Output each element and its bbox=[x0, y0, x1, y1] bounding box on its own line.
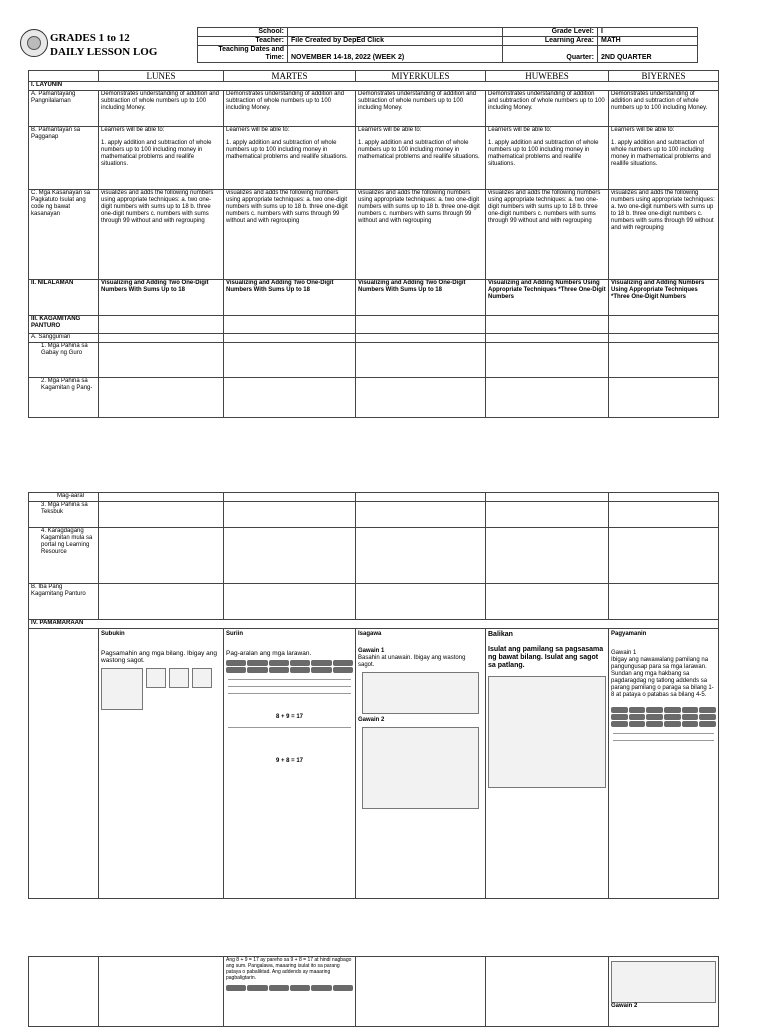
row-label-gabay-ng-guro: 1. Mga Pahina sa Gabay ng Guro bbox=[29, 343, 99, 378]
row-label-pamantayan-sa-pagganap: B. Pamantayan sa Pagganap bbox=[29, 127, 99, 190]
proc-thu-title: Balikan bbox=[488, 631, 513, 638]
cell-proc-thu bbox=[486, 629, 609, 899]
cell-nil-fri: Visualizing and Adding Numbers Using Appropriate Techniques *Three One-Digit Numbers bbox=[609, 280, 719, 316]
cell-cont-fri bbox=[609, 957, 719, 1027]
cell-proc-wed bbox=[356, 629, 486, 899]
corner-cell bbox=[29, 71, 99, 82]
teacher-label: Teacher: bbox=[198, 37, 288, 46]
day-thursday: HUWEBES bbox=[486, 71, 609, 82]
proc-mon-text: Pagsamahin ang mga bilang. Ibigay ang wastong sagot. bbox=[101, 650, 217, 664]
area-label: Learning Area: bbox=[503, 37, 598, 46]
quarter-value: 2ND QUARTER bbox=[598, 46, 698, 63]
cell-c-tue: visualizes and adds the following numbers using appropriate techniques: a. two one-digit numbers with sums up to 18 b. three one-digit numbers c. numbers with sums through 99 without and with regrouping bbox=[224, 190, 356, 280]
deped-seal-icon bbox=[20, 29, 48, 57]
section-pamamaraan: IV. PAMAMARAAN bbox=[29, 620, 719, 629]
gawain-1-table bbox=[362, 672, 479, 714]
row-label-karagdagang-kagamitan: 4. Karagdagang Kagamitan mula sa portal ng Learning Resource bbox=[29, 528, 99, 584]
row-label-mga-kasanayan: C. Mga Kasanayan sa Pagkatuto Isulat ang code ng bawat kasanayan bbox=[29, 190, 99, 280]
proc-fri-gawain-1: Gawain 1 bbox=[611, 650, 637, 656]
day-friday: BIYERNES bbox=[609, 71, 719, 82]
school-label: School: bbox=[198, 28, 288, 37]
teacher-value: File Created by DepEd Click bbox=[288, 37, 503, 46]
proc-fri-text: Ibigay ang nawawalang pamilang na pangungusap para sa mga larawan. Sundan ang mga hakbang sa pagdaragdag ng tatlong addends sa parang pamilang o paraga sa bilang 1-8 at pataya o patabas sa bilang 4-5. bbox=[611, 657, 714, 698]
day-wednesday: MIYERKULES bbox=[356, 71, 486, 82]
day-tuesday: MARTES bbox=[224, 71, 356, 82]
row-label-kagamitan-pang: 2. Mga Pahina sa Kagamitan g Pang- bbox=[29, 378, 99, 418]
title-line-2: DAILY LESSON LOG bbox=[50, 46, 158, 58]
addition-exercises bbox=[101, 668, 221, 710]
cell-b-mon: Learners will be able to: 1. apply addition and subtraction of whole numbers up to 100 including money in mathematical problems and reallife situations. bbox=[99, 127, 224, 190]
cell-nil-thu: Visualizing and Adding Numbers Using Appropriate Techniques *Three One-Digit Numbers bbox=[486, 280, 609, 316]
section-layunin: I. LAYUNIN bbox=[29, 82, 719, 91]
cell-c-fri: visualizes and adds the following numbers using appropriate techniques: a. two one-digit numbers with sums up to 18 b. three one-digit numbers c. numbers with sums through 99 without and with regrouping bbox=[609, 190, 719, 280]
area-value: MATH bbox=[598, 37, 698, 46]
cell-a-wed: Demonstrates understanding of addition and subtraction of whole numbers up to 100 including Money. bbox=[356, 91, 486, 127]
proc-wed-gawain-1: Gawain 1 bbox=[358, 648, 385, 654]
cell-cont-tue bbox=[224, 957, 356, 1027]
cell-c-wed: visualizes and adds the following numbers using appropriate techniques: a. two one-digit numbers with sums up to 18 b. three one-digit numbers c. numbers with sums through 99 without and with regrouping bbox=[356, 190, 486, 280]
section-nilalaman: II. NILALAMAN bbox=[29, 280, 99, 316]
proc-mon-title: Subukin bbox=[101, 631, 125, 637]
proc-tue-equation-1: 8 + 9 = 17 bbox=[275, 714, 304, 720]
grade-value: I bbox=[598, 28, 698, 37]
cell-b-fri: Learners will be able to: 1. apply addition and subtraction of whole numbers up to 100 including money in mathematical problems and reallife situations. bbox=[609, 127, 719, 190]
document-title bbox=[50, 31, 157, 59]
proc-wed-title: Isagawa bbox=[358, 631, 382, 637]
cell-proc-fri bbox=[609, 629, 719, 899]
proc-tue-title: Suriin bbox=[226, 631, 244, 637]
row-label-teksbuk: 3. Mga Pahina sa Teksbuk bbox=[29, 502, 99, 528]
dates-label: Teaching Dates and Time: bbox=[198, 46, 288, 63]
proc-fri-title: Pagyamanin bbox=[611, 631, 647, 637]
proc-thu-text: Isulat ang pamilang sa pagsasama ng bawat bilang. Isulat ang sagot sa patlang. bbox=[488, 646, 604, 669]
cell-proc-mon bbox=[99, 629, 224, 899]
balikan-exercises bbox=[488, 676, 606, 788]
picture-grid bbox=[226, 660, 353, 673]
gawain-2-table bbox=[362, 727, 479, 809]
day-monday: LUNES bbox=[99, 71, 224, 82]
cell-proc-tue bbox=[224, 629, 356, 899]
row-label-mag-aaral: Mag-aaral bbox=[29, 493, 99, 502]
cell-c-thu: visualizes and adds the following numbers using appropriate techniques: a. two one-digit numbers with sums up to 18 b. three one-digit numbers c. numbers with sums through 99 without and with regrouping bbox=[486, 190, 609, 280]
proc-wed-gawain-1-text: Basahin at unawain. Ibigay ang wastong sagot. bbox=[358, 655, 466, 668]
cell-a-thu: Demonstrates understanding of addition and subtraction of whole numbers up to 100 including Money. bbox=[486, 91, 609, 127]
lesson-table-bottom bbox=[28, 492, 719, 899]
cell-nil-mon: Visualizing and Adding Two One-Digit Numbers With Sums Up to 18 bbox=[99, 280, 224, 316]
cell-nil-wed: Visualizing and Adding Two One-Digit Numbers With Sums Up to 18 bbox=[356, 280, 486, 316]
pagyamanin-pictures bbox=[611, 707, 716, 727]
cell-b-thu: Learners will be able to: 1. apply addition and subtraction of whole numbers up to 100 including money in mathematical problems and reallife situations. bbox=[486, 127, 609, 190]
proc-tue-equation-2: 9 + 8 = 17 bbox=[275, 758, 304, 764]
cell-b-tue: Learners will be able to: 1. apply addition and subtraction of whole numbers up to 100 including money in mathematical problems and reallife situations. bbox=[224, 127, 356, 190]
cell-nil-tue: Visualizing and Adding Two One-Digit Numbers With Sums Up to 18 bbox=[224, 280, 356, 316]
school-value bbox=[288, 28, 503, 37]
proc-tue-continued: Ang 8 + 9 = 17 ay pareho sa 9 + 8 = 17 at hindi nagbago ang sum. Pangalawa, maaaring isulat ito sa parang pataya o pabaliktad. Ang addends ay maaaring pagbaligtarin. bbox=[226, 957, 352, 981]
cell-b-wed: Learners will be able to: 1. apply addition and subtraction of whole numbers up to 100 including money in mathematical problems and reallife situations. bbox=[356, 127, 486, 190]
day-header-row bbox=[29, 71, 719, 82]
cell-c-mon: visualizes and adds the following numbers using appropriate techniques: a. two one-digit numbers with sums up to 18 b. three one-digit numbers c. numbers with sums through 99 without and with regrouping bbox=[99, 190, 224, 280]
proc-tue-text: Pag-aralan ang mga larawan. bbox=[226, 650, 312, 657]
row-label-sanggunian: A. Sanggunian bbox=[29, 334, 99, 343]
grade-label: Grade Level: bbox=[503, 28, 598, 37]
row-label-pamantayang-pangnilalaman: A. Pamantayang Pangnilalaman bbox=[29, 91, 99, 127]
cell-a-fri: Demonstrates understanding of addition and subtraction of whole numbers up to 100 including Money. bbox=[609, 91, 719, 127]
row-label-iba-pang-kagamitan: B. Iba Pang Kagamitang Panturo bbox=[29, 584, 99, 620]
lesson-table-top bbox=[28, 70, 719, 418]
proc-fri-gawain-2: Gawain 2 bbox=[611, 1003, 638, 1009]
lesson-table-continued bbox=[28, 956, 719, 1027]
cell-a-mon: Demonstrates understanding of addition and subtraction of whole numbers up to 100 including Money. bbox=[99, 91, 224, 127]
quarter-label: Quarter: bbox=[503, 46, 598, 63]
proc-wed-gawain-2: Gawain 2 bbox=[358, 717, 385, 723]
info-table bbox=[197, 27, 698, 63]
cell-a-tue: Demonstrates understanding of addition and subtraction of whole numbers up to 100 including Money. bbox=[224, 91, 356, 127]
dates-value: NOVEMBER 14-18, 2022 (WEEK 2) bbox=[288, 46, 503, 63]
title-line-1: GRADES 1 to 12 bbox=[50, 32, 130, 44]
section-kagamitang-panturo: III. KAGAMITANG PANTURO bbox=[29, 316, 99, 334]
